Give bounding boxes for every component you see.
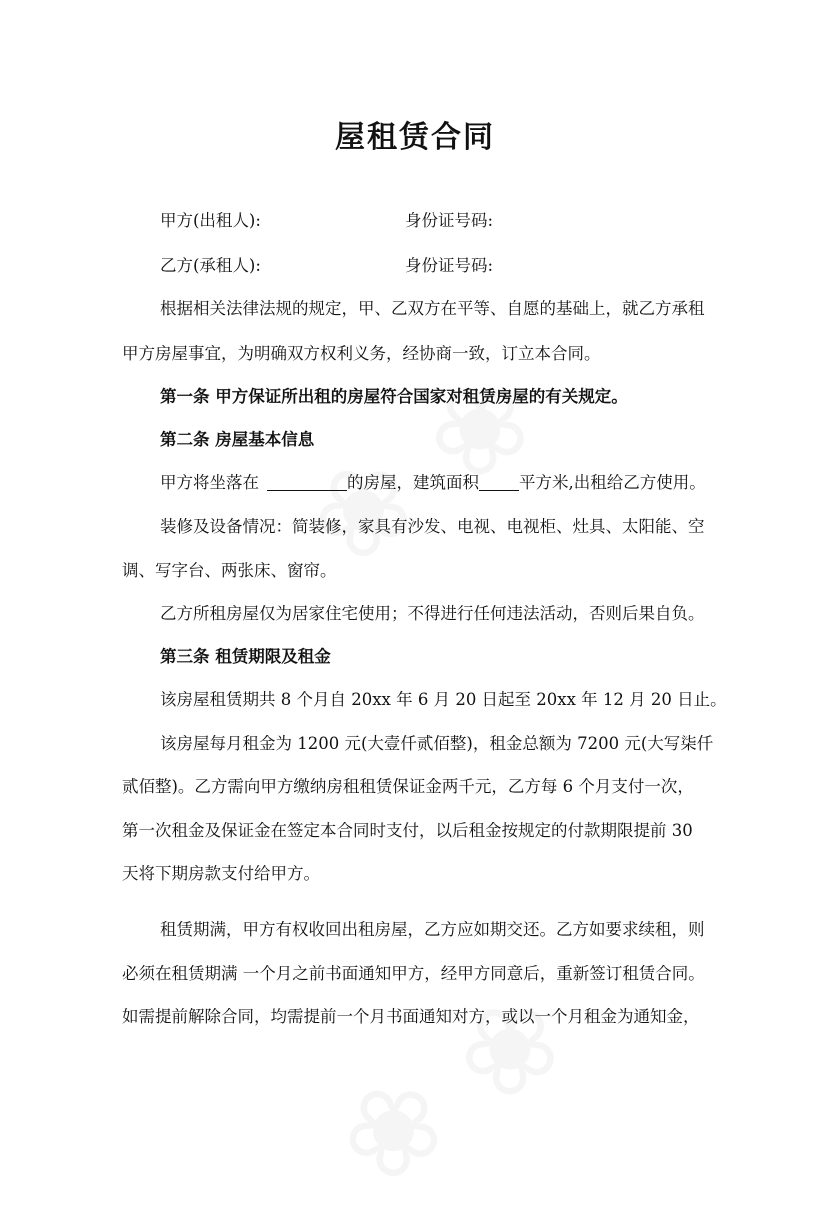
intro-line: 甲方房屋事宜，为明确双方权利义务，经协商一致，订立本合同。	[122, 344, 601, 363]
location-area-line	[160, 471, 710, 495]
location-blank[interactable]	[267, 472, 347, 491]
usage-line: 乙方所租房屋仅为居家住宅使用；不得进行任何违法活动，否则后果自负。	[160, 604, 705, 623]
equipment-line: 调、写字台、两张床、窗帘。	[122, 561, 337, 580]
watermark	[312, 963, 591, 1216]
party-b-id-label: 身份证号码:	[405, 256, 494, 275]
party-a-id-label: 身份证号码:	[405, 211, 494, 230]
party-b-label: 乙方(承租人):	[160, 256, 261, 275]
location-prefix: 甲方将坐落在	[160, 473, 259, 492]
rent-line: 该房屋每月租金为 1200 元(大壹仟贰佰整)，租金总额为 7200 元(大写柒仟	[160, 734, 714, 753]
lease-period-line: 该房屋租赁期共 8 个月自 20xx 年 6 月 20 日起至 20xx 年 12 月 20 日止。	[160, 690, 727, 709]
rent-line: 贰佰整)。乙方需向甲方缴纳房租租赁保证金两千元，乙方每 6 个月支付一次，	[122, 777, 694, 796]
intro-line: 根据相关法律法规的规定，甲、乙双方在平等、自愿的基础上，就乙方承租	[160, 299, 705, 318]
article-2-heading: 第二条 房屋基本信息	[160, 430, 315, 449]
renewal-line: 租赁期满，甲方有权收回出租房屋，乙方应如期交还。乙方如要求续租，则	[160, 920, 705, 939]
renewal-line: 如需提前解除合同，均需提前一个月书面通知对方，或以一个月租金为通知金，	[122, 1007, 700, 1026]
area-blank[interactable]	[479, 472, 519, 491]
area-suffix: 平方米,出租给乙方使用。	[519, 473, 706, 492]
rent-line: 天将下期房款支付给甲方。	[122, 864, 320, 883]
rent-line: 第一次租金及保证金在签定本合同时支付，以后租金按规定的付款期限提前 30	[122, 821, 693, 840]
article-1-heading: 第一条 甲方保证所出租的房屋符合国家对租赁房屋的有关规定。	[160, 387, 628, 406]
equipment-line: 装修及设备情况：简装修，家具有沙发、电视、电视柜、灶具、太阳能、空	[160, 517, 705, 536]
party-a-label: 甲方(出租人):	[160, 211, 261, 230]
document-title: 屋租赁合同	[335, 120, 495, 155]
area-prefix: 的房屋，建筑面积	[347, 473, 479, 492]
renewal-line: 必须在租赁期满 一个月之前书面通知甲方，经甲方同意后，重新签订租赁合同。	[122, 964, 705, 983]
article-3-heading: 第三条 租赁期限及租金	[160, 647, 331, 666]
